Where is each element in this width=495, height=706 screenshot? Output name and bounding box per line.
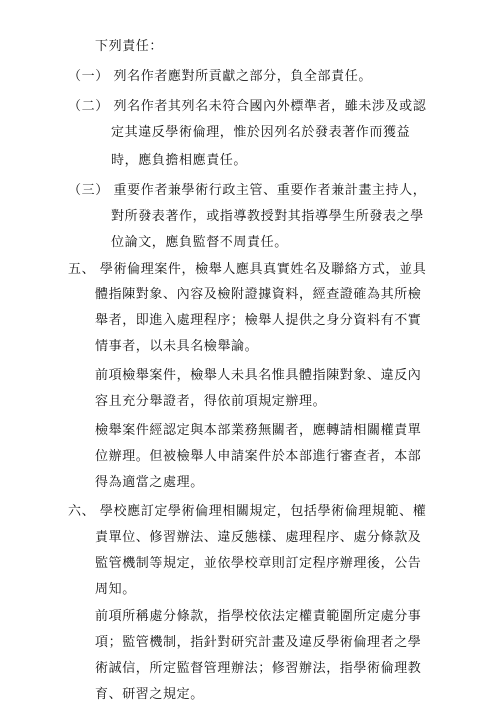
text-line: 情事者，以未具名檢舉論。 <box>95 339 259 354</box>
text-line: 下列責任： <box>95 39 164 54</box>
text-line: 五、 學術倫理案件，檢舉人應具真實姓名及聯絡方式，並具 <box>68 262 427 277</box>
text-line: 體指陳對象、內容及檢附證據資料，經查證確為其所檢 <box>95 287 422 302</box>
text-line: 時，應負擔相應責任。 <box>111 153 248 168</box>
text-line: （二） 列名作者其列名未符合國內外標準者，雖未涉及或認 <box>68 99 427 114</box>
text-line: 六、 學校應訂定學術倫理相關規定，包括學術倫理規範、權 <box>68 504 427 519</box>
text-line: 位論文，應負監督不周責任。 <box>111 235 288 250</box>
text-line: 定其違反學術倫理，惟於因列名於發表著作而獲益 <box>111 125 411 140</box>
text-line: 前項所稱處分條款，指學校依法定權責範圍所定處分事 <box>95 609 422 624</box>
text-line: 檢舉案件經認定與本部業務無關者，應轉請相關權責單 <box>95 423 422 438</box>
text-line: 周知。 <box>95 582 136 597</box>
text-line: 監管機制等規定，並依學校章則訂定程序辦理後，公告 <box>95 556 422 571</box>
text-line: 對所發表著作，或指導教授對其指導學生所發表之學 <box>111 209 424 224</box>
text-line: 項；監管機制，指針對研究計畫及違反學術倫理者之學 <box>95 635 422 650</box>
text-line: 前項檢舉案件，檢舉人未具名惟具體指陳對象、違反內 <box>95 368 422 383</box>
text-line: （一） 列名作者應對所貢獻之部分，負全部責任。 <box>68 69 372 84</box>
text-line: 舉者，即進入處理程序；檢舉人提供之身分資料有不實 <box>95 313 422 328</box>
text-line: 位辦理。但被檢舉人申請案件於本部進行審查者，本部 <box>95 449 422 464</box>
text-line: 責單位、修習辦法、違反態樣、處理程序、處分條款及 <box>95 530 422 545</box>
text-line: 術誠信，所定監督管理辦法；修習辦法，指學術倫理教 <box>95 661 422 676</box>
text-line: （三） 重要作者兼學術行政主管、重要作者兼計畫主持人， <box>68 183 427 198</box>
text-line: 得為適當之處理。 <box>95 475 204 490</box>
text-line: 容且充分舉證者，得依前項規定辦理。 <box>95 394 327 409</box>
text-line: 育、研習之規定。 <box>95 687 204 702</box>
